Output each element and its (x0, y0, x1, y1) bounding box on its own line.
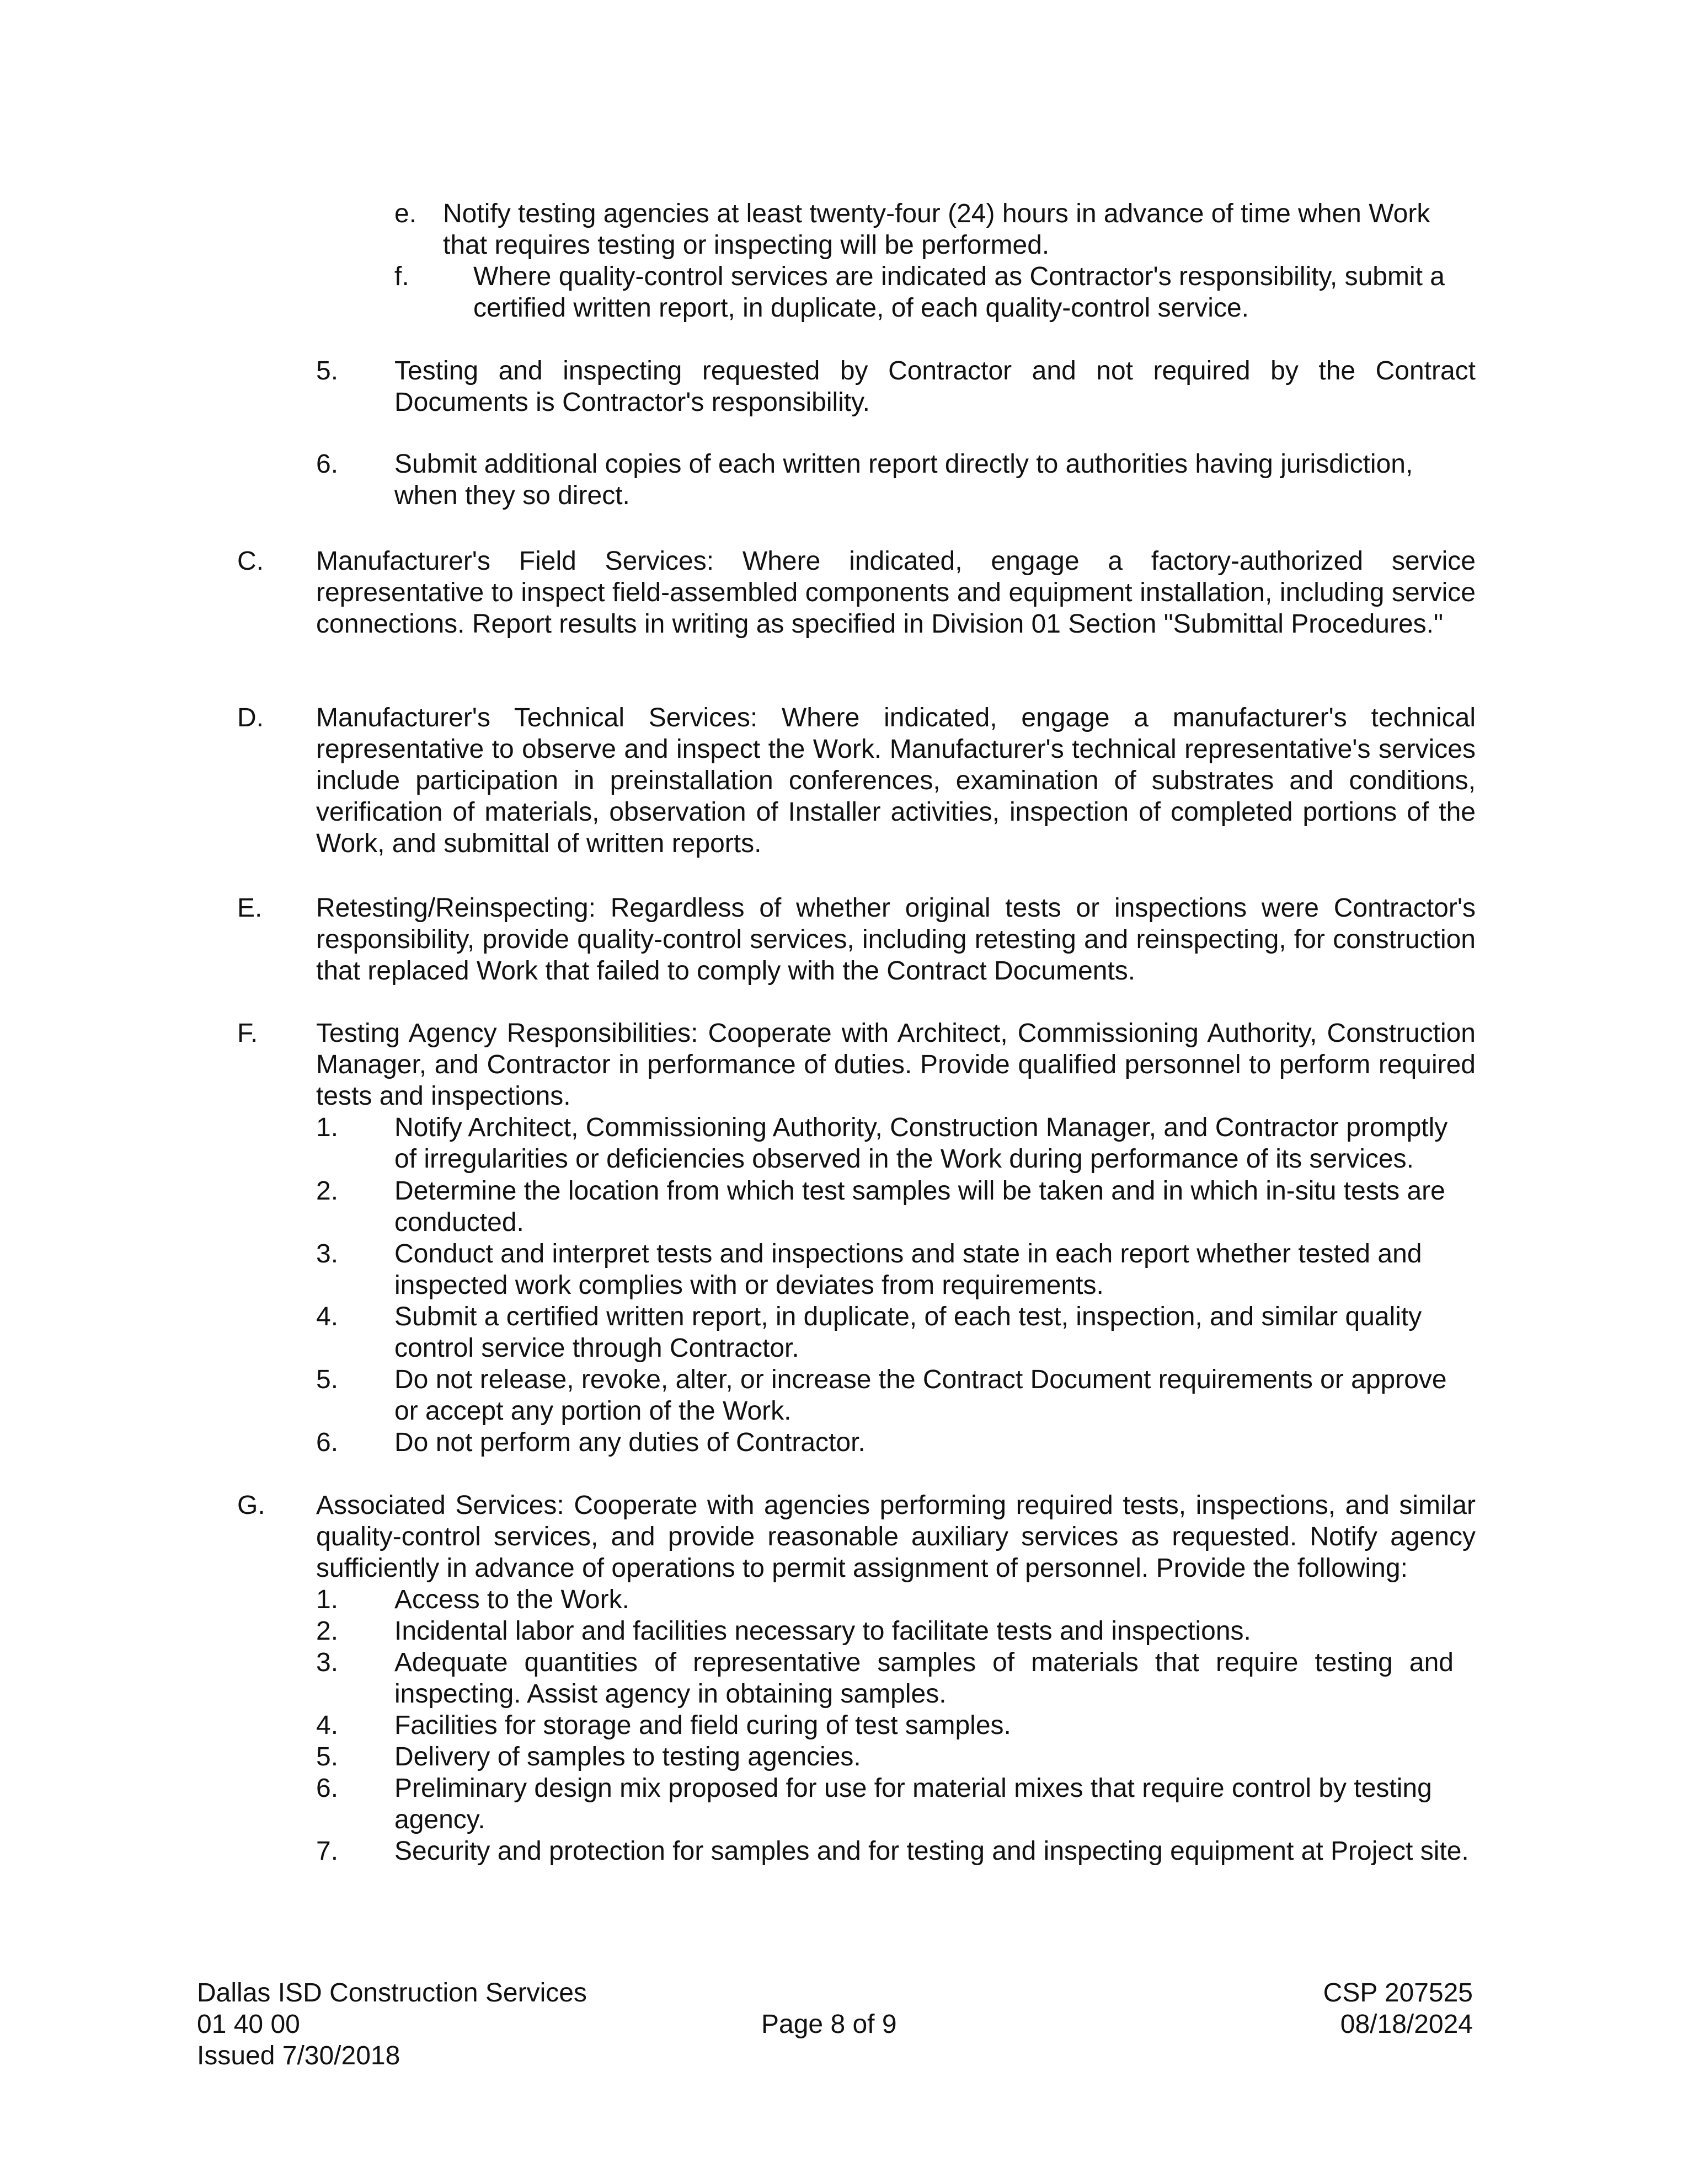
section-g-item-7-label: 7. (316, 1837, 339, 1866)
item-6-text: Submit additional copies of each written report directly to authorities having jurisdiction, when they so direct. (394, 449, 1413, 510)
section-f-item-5-label: 5. (316, 1365, 339, 1394)
section-f-label: F. (237, 1019, 258, 1048)
section-f-item-5-text: Do not release, revoke, alter, or increase the Contract Document requirements or approve or accept any portion of the Work. (394, 1365, 1447, 1426)
section-g-text: Associated Services: Cooperate with agencies performing required tests, inspections, and similar quality-control services, and provide reasonable auxiliary services as requested. Notify agency sufficiently in advance of operations to permit assignment of personnel. Provide the following: (316, 1491, 1476, 1583)
section-g-item-2-text: Incidental labor and facilities necessary to facilitate tests and inspections. (394, 1616, 1251, 1646)
footer-issued: Issued 7/30/2018 (197, 2041, 400, 2070)
section-g-item-2-label: 2. (316, 1616, 339, 1646)
item-f-text: Where quality-control services are indicated as Contractor's responsibility, submit a certified written report, in duplicate, of each quality-control service. (473, 262, 1445, 323)
section-d-text: Manufacturer's Technical Services: Where indicated, engage a manufacturer's technical representative to observe and inspect the Work. Manufacturer's technical representative's services include participation in preinstallation conferences, examination of substrates and conditions, verification of materials, observation of Installer activities, inspection of completed portions of the Work, and submittal of written reports. (316, 703, 1476, 858)
section-d-label: D. (237, 703, 264, 732)
section-g-item-5-label: 5. (316, 1742, 339, 1771)
section-f-item-6-text: Do not perform any duties of Contractor. (394, 1428, 866, 1457)
footer-project-number: CSP 207525 (1323, 1978, 1473, 2008)
section-c-text: Manufacturer's Field Services: Where indicated, engage a factory-authorized service representative to inspect field-assembled components and equipment installation, including service connections. Report results in writing as specified in Division 01 Section "Submittal Procedures." (316, 547, 1476, 639)
item-e-text: Notify testing agencies at least twenty-four (24) hours in advance of time when Work that requires testing or inspecting will be performed. (443, 199, 1430, 260)
section-f-item-3-text: Conduct and interpret tests and inspections and state in each report whether tested and inspected work complies with or deviates from requirements. (394, 1239, 1422, 1300)
section-g-label: G. (237, 1491, 265, 1520)
footer-date: 08/18/2024 (1340, 2010, 1473, 2039)
section-f-item-3-label: 3. (316, 1239, 339, 1268)
footer-page-number: Page 8 of 9 (761, 2010, 897, 2039)
footer-org: Dallas ISD Construction Services (197, 1978, 587, 2008)
section-g-item-3-text: Adequate quantities of representative samples of materials that require testing and inspecting. Assist agency in obtaining samples. (394, 1648, 1454, 1709)
section-f-item-2-label: 2. (316, 1176, 339, 1206)
section-f-text: Testing Agency Responsibilities: Cooperate with Architect, Commissioning Authority, Construction Manager, and Contractor in performance of duties. Provide qualified personnel to perform required tests and inspections. (316, 1019, 1476, 1111)
item-6-label: 6. (316, 449, 339, 479)
footer-section-number: 01 40 00 (197, 2010, 300, 2039)
section-e-text: Retesting/Reinspecting: Regardless of whether original tests or inspections were Contractor's responsibility, provide quality-control services, including retesting and reinspecting, for construction that replaced Work that failed to comply with the Contract Documents. (316, 893, 1476, 986)
section-g-item-1-label: 1. (316, 1585, 339, 1614)
section-g-item-6-label: 6. (316, 1774, 339, 1803)
section-f-item-1-label: 1. (316, 1113, 339, 1142)
section-e-label: E. (237, 893, 263, 923)
section-f-item-4-label: 4. (316, 1302, 339, 1331)
item-e-label: e. (394, 199, 417, 228)
section-c-label: C. (237, 547, 264, 576)
section-g-item-7-text: Security and protection for samples and for testing and inspecting equipment at Project site. (394, 1837, 1469, 1866)
item-5-text: Testing and inspecting requested by Contractor and not required by the Contract Documents is Contractor's responsibility. (394, 356, 1476, 417)
section-g-item-5-text: Delivery of samples to testing agencies. (394, 1742, 861, 1771)
item-f-label: f. (394, 262, 409, 291)
section-g-item-4-text: Facilities for storage and field curing of test samples. (394, 1711, 1011, 1740)
section-f-item-4-text: Submit a certified written report, in duplicate, of each test, inspection, and similar quality control service through Contractor. (394, 1302, 1422, 1363)
section-f-item-2-text: Determine the location from which test samples will be taken and in which in-situ tests are conducted. (394, 1176, 1445, 1237)
section-f-item-1-text: Notify Architect, Commissioning Authority, Construction Manager, and Contractor promptly of irregularities or deficiencies observed in the Work during performance of its services. (394, 1113, 1448, 1174)
section-f-item-6-label: 6. (316, 1428, 339, 1457)
section-g-item-6-text: Preliminary design mix proposed for use for material mixes that require control by testing agency. (394, 1774, 1432, 1834)
section-g-item-4-label: 4. (316, 1711, 339, 1740)
item-5-label: 5. (316, 356, 339, 386)
section-g-item-1-text: Access to the Work. (394, 1585, 629, 1614)
section-g-item-3-label: 3. (316, 1648, 339, 1677)
